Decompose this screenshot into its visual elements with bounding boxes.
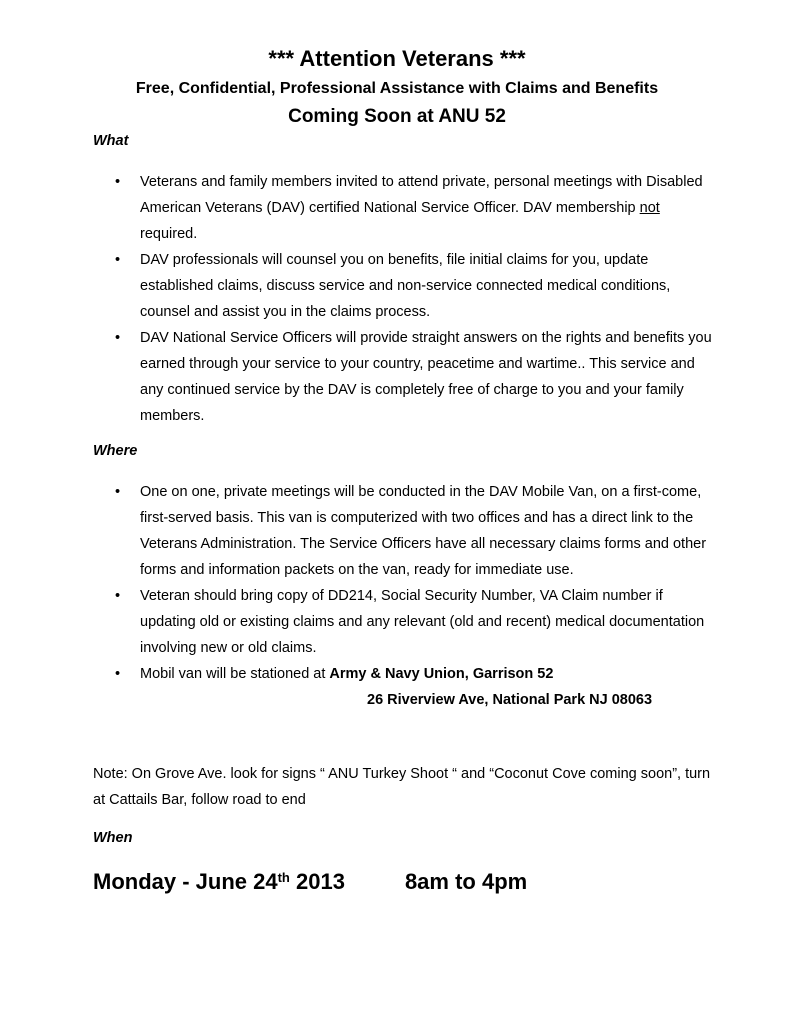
coming-soon-heading: Coming Soon at ANU 52 [288,106,506,127]
what-bullet-2-text: DAV professionals will counsel you on benefits, file initial claims for you, update established claims, discuss service and non-service connected medical conditions, counsel and assist you in the claims process. [140,252,671,320]
list-item [93,247,713,325]
event-time: 8am to 4pm [404,869,528,894]
page-subtitle: Free, Confidential, Professional Assistance with Claims and Benefits [135,80,659,97]
what-bullet-1-not: not [639,200,660,216]
bullet-icon: • [115,330,121,346]
bullet-icon: • [115,174,121,190]
what-bullet-1-text-b: required. [140,226,198,242]
list-item [93,479,713,583]
page-title: *** Attention Veterans *** [268,46,526,71]
section-label-when: When [93,830,133,846]
what-bullet-1-text-a: Veterans and family members invited to attend private, personal meetings with Disabled American Veterans (DAV) certified National Service Officer. DAV membership [140,174,703,216]
directions-note: Note: On Grove Ave. look for signs “ ANU Turkey Shoot “ and “Coconut Cove coming soon”, turn at Cattails Bar, follow road to end [93,766,711,808]
bullet-icon: • [115,484,121,500]
bullet-icon: • [115,252,121,268]
date-ordinal-suffix: th [277,870,290,885]
where-bullet-list [93,479,713,713]
event-date: Monday - June 24 [93,869,278,894]
bullet-icon: • [115,666,121,682]
where-bullet-1-text: One on one, private meetings will be conducted in the DAV Mobile Van, on a first-come, first-served basis. This van is computerized with two offices and has a direct link to the Veterans Administration. The Service Officers have all necessary claims forms and other forms and information packets on the van, ready for immediate use. [140,484,707,578]
where-bullet-2-text: Veteran should bring copy of DD214, Social Security Number, VA Claim number if updating old or existing claims and any relevant (old and recent) medical documentation involving new or old claims. [140,588,705,656]
list-item [93,583,713,661]
where-bullet-3-lead: Mobil van will be stationed at [140,666,330,682]
event-date-time [93,864,527,900]
section-label-where: Where [93,443,138,459]
section-label-what: What [93,133,129,149]
bullet-icon: • [115,588,121,604]
what-bullet-list [93,169,713,429]
what-bullet-3-text: DAV National Service Officers will provide straight answers on the rights and benefits you earned through your service to your country, peacetime and wartime.. This service and any continued service by the DAV is completely free of charge to you and your family members. [140,330,712,424]
venue-name: Army & Navy Union, Garrison 52 [329,666,554,682]
event-year: 2013 [289,869,345,894]
list-item [93,661,713,713]
list-item [93,325,713,429]
list-item [93,169,713,247]
venue-address: 26 Riverview Ave, National Park NJ 08063 [367,692,653,708]
